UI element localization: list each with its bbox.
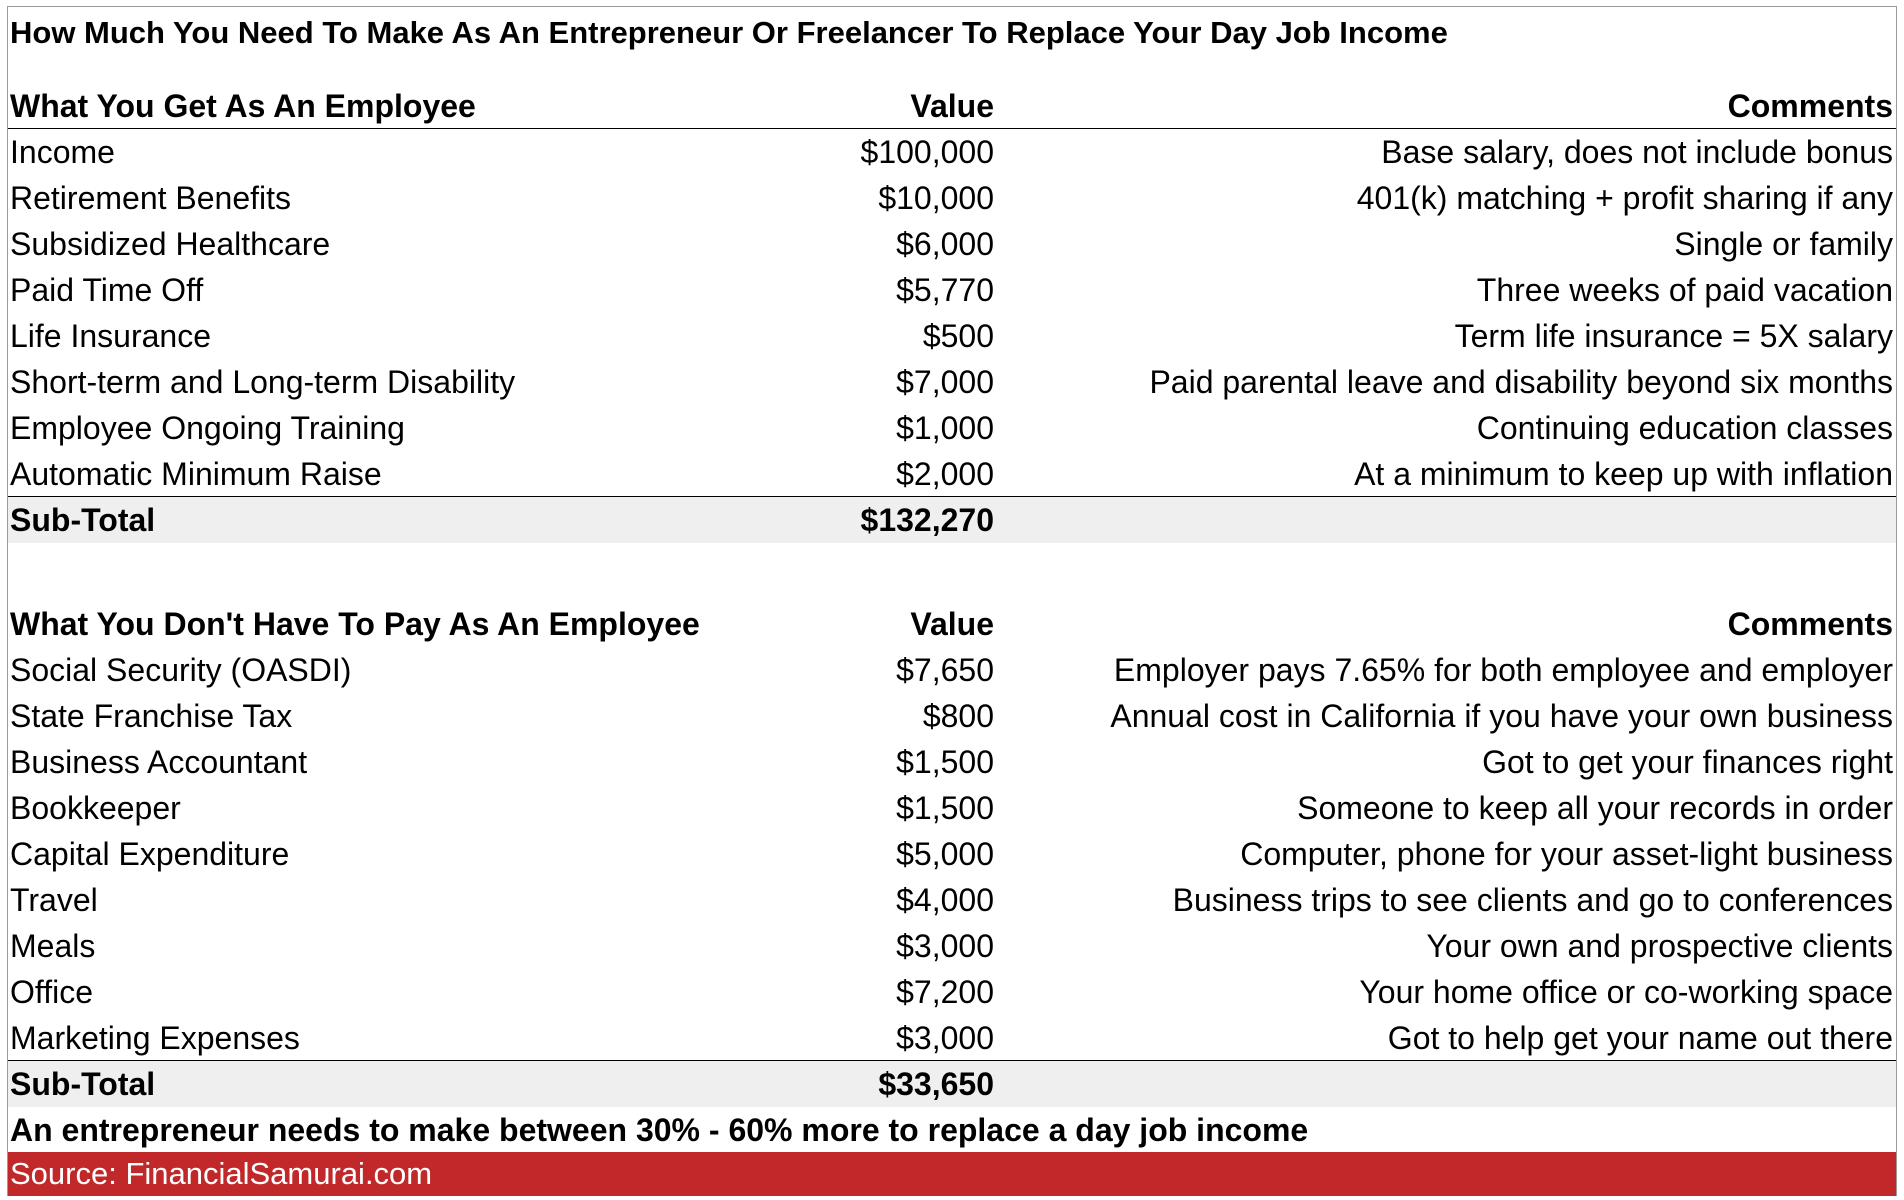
row-value: $5,770 (896, 272, 994, 308)
row-comment: Someone to keep all your records in order (1297, 790, 1893, 826)
table-row (0, 877, 1904, 923)
row-comment: Your home office or co-working space (1359, 974, 1893, 1010)
table-row (0, 451, 1904, 497)
section2-header-item: What You Don't Have To Pay As An Employee (10, 606, 700, 642)
row-item: Life Insurance (10, 318, 212, 354)
table-row (0, 267, 1904, 313)
row-value: $4,000 (896, 882, 994, 918)
row-value: $1,500 (896, 790, 994, 826)
row-comment: Three weeks of paid vacation (1476, 272, 1893, 308)
row-comment: Continuing education classes (1476, 410, 1893, 446)
row-item: Office (10, 974, 93, 1010)
row-value: $3,000 (896, 928, 994, 964)
row-item: Employee Ongoing Training (10, 410, 405, 446)
row-item: Meals (10, 928, 96, 964)
row-comment: Employer pays 7.65% for both employee and employer (1113, 652, 1893, 688)
row-value: $6,000 (896, 226, 994, 262)
row-value: $5,000 (896, 836, 994, 872)
section1-header-row (0, 83, 1904, 129)
section2-header-value: Value (910, 606, 994, 642)
row-item: Paid Time Off (10, 272, 204, 308)
row-comment: Computer, phone for your asset-light business (1240, 836, 1893, 872)
row-item: Income (10, 134, 115, 170)
source-text: Source: FinancialSamurai.com (10, 1156, 433, 1191)
sheet-title: How Much You Need To Make As An Entrepreneur Or Freelancer To Replace Your Day Job Income (10, 15, 1448, 50)
section1-subtotal-row (8, 497, 1896, 543)
row-value: $800 (922, 698, 994, 734)
section2-header-comment: Comments (1727, 606, 1893, 642)
subtotal-value: $132,270 (860, 502, 994, 538)
table-row (0, 405, 1904, 451)
row-value: $2,000 (896, 456, 994, 492)
title-row (0, 10, 1904, 56)
section2-header-row (0, 601, 1904, 647)
table-row (0, 359, 1904, 405)
row-comment: Got to help get your name out there (1387, 1020, 1893, 1056)
subtotal-label: Sub-Total (10, 1066, 156, 1102)
row-value: $7,200 (896, 974, 994, 1010)
source-bar (8, 1152, 1896, 1196)
conclusion-row (0, 1107, 1904, 1153)
subtotal-value: $33,650 (878, 1066, 994, 1102)
subtotal-label: Sub-Total (10, 502, 156, 538)
row-value: $1,500 (896, 744, 994, 780)
row-comment: Term life insurance = 5X salary (1454, 318, 1893, 354)
row-item: State Franchise Tax (10, 698, 293, 734)
row-item: Travel (10, 882, 98, 918)
row-comment: Paid parental leave and disability beyond six months (1149, 364, 1893, 400)
row-value: $500 (922, 318, 994, 354)
row-item: Subsidized Healthcare (10, 226, 331, 262)
table-row (0, 923, 1904, 969)
table-row (0, 221, 1904, 267)
row-comment: Got to get your finances right (1482, 744, 1893, 780)
section1-header-comment: Comments (1727, 88, 1893, 124)
row-item: Short-term and Long-term Disability (10, 364, 516, 400)
row-item: Capital Expenditure (10, 836, 290, 872)
sheet-border-top (7, 6, 1897, 7)
row-value: $10,000 (878, 180, 994, 216)
section1-header-value: Value (910, 88, 994, 124)
table-row (0, 785, 1904, 831)
row-value: $7,000 (896, 364, 994, 400)
row-item: Automatic Minimum Raise (10, 456, 382, 492)
row-value: $3,000 (896, 1020, 994, 1056)
conclusion-text: An entrepreneur needs to make between 30% - 60% more to replace a day job income (10, 1112, 1309, 1148)
row-comment: Your own and prospective clients (1426, 928, 1893, 964)
row-item: Business Accountant (10, 744, 308, 780)
table-row (0, 739, 1904, 785)
table-row (0, 969, 1904, 1015)
row-comment: Single or family (1674, 226, 1893, 262)
table-row (0, 831, 1904, 877)
row-comment: 401(k) matching + profit sharing if any (1356, 180, 1893, 216)
row-value: $100,000 (860, 134, 994, 170)
row-comment: Business trips to see clients and go to conferences (1172, 882, 1893, 918)
table-row (0, 175, 1904, 221)
row-item: Social Security (OASDI) (10, 652, 352, 688)
row-item: Bookkeeper (10, 790, 181, 826)
table-row (0, 1015, 1904, 1061)
row-value: $1,000 (896, 410, 994, 446)
row-comment: At a minimum to keep up with inflation (1354, 456, 1893, 492)
row-item: Retirement Benefits (10, 180, 292, 216)
row-comment: Annual cost in California if you have your own business (1110, 698, 1893, 734)
section2-subtotal-row (8, 1061, 1896, 1107)
row-item: Marketing Expenses (10, 1020, 300, 1056)
table-row (0, 129, 1904, 175)
row-comment: Base salary, does not include bonus (1381, 134, 1893, 170)
table-row (0, 647, 1904, 693)
section1-header-item: What You Get As An Employee (10, 88, 476, 124)
table-row (0, 693, 1904, 739)
row-value: $7,650 (896, 652, 994, 688)
table-row (0, 313, 1904, 359)
